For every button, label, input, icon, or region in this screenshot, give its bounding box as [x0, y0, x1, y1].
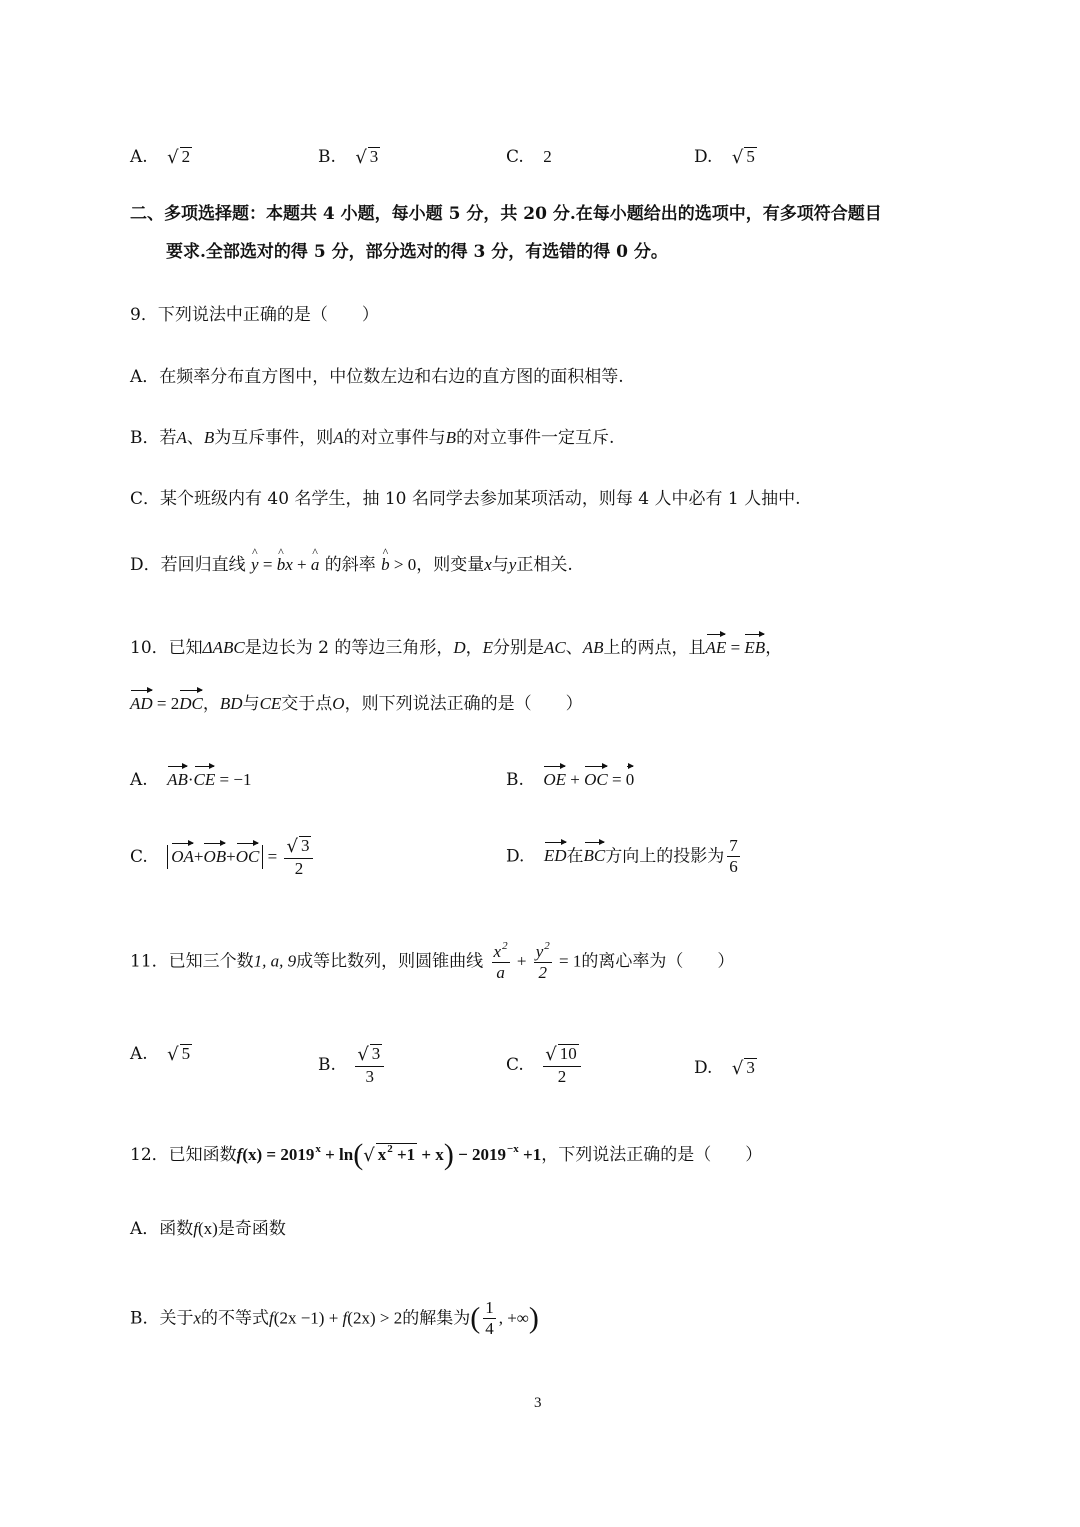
section-heading-line2: 要求.全部选对的得 5 分，部分选对的得 3 分，有选错的得 0 分。: [166, 242, 668, 262]
q12-stem: 12．已知函数$f(x) = 2019^x + \ln(√$ $x^2 +1 + x) - 2019^{-x} +1$，下列说法正确的是（ ）: [130, 1138, 763, 1171]
q10-stem-line2: AD = 2DC，BD与CE交于点O，则下列说法正确的是（ ）: [130, 686, 583, 713]
q11-option-d: D. √ 3: [694, 1058, 755, 1079]
q8-option-c: C. 2: [506, 147, 552, 167]
q11-stem: 11．已知三个数1, a, 9成等比数列，则圆锥曲线 $\frac{x^2}{a}$ + $\frac{y^2}{2}$ = 1的离心率为（ ）: [130, 940, 735, 983]
q10-option-d: D. ED在BC方向上的投影为 $\frac{7}{6}$: [506, 836, 738, 877]
section-heading-line1: 二、多项选择题：本题共 4 小题，每小题 5 分，共 20 分.在每小题给出的选项中，有多项符合题目: [130, 204, 882, 224]
q10-option-a: A. AB·CE = −1: [130, 762, 251, 789]
q9-option-a: A．在频率分布直方图中，中位数左边和右边的直方图的面积相等.: [130, 367, 624, 387]
q8-option-a: A. √ 2: [130, 147, 191, 168]
q12-option-b: B．关于x的不等式f(2x −1) + f(2x) > 2的解集为( $\frac{1}{4}$ , +∞): [130, 1298, 539, 1339]
q10-stem-line1: 10．已知ΔABC是边长为 2 的等边三角形，D，E分别是AC、AB上的两点，且AE = EB，: [130, 630, 782, 657]
q10-option-c: C. OA+OB+OC = $\frac{√ 3}{2}$: [130, 836, 316, 879]
q11-option-c: C. $\frac{√ 10}{2}$: [506, 1044, 584, 1087]
q8-option-b: B. √ 3: [318, 147, 379, 168]
q11-option-a: A. √ 5: [130, 1044, 191, 1065]
q8-option-d: D. √ 5: [694, 147, 755, 168]
q9-option-d: D．若回归直线 ^ y = ^ bx + ^ a 的斜率 ^ b > 0，则变量x与y正相关.: [130, 556, 573, 574]
q11-option-b: B. $\frac{√ 3}{3}$: [318, 1044, 387, 1087]
q9-stem: 9．下列说法中正确的是（ ）: [130, 305, 379, 325]
q9-option-c: C．某个班级内有 40 名学生，抽 10 名同学去参加某项活动，则每 4 人中必有 1 人抽中.: [130, 489, 801, 509]
page-number: 3: [534, 1395, 542, 1411]
q12-option-a: A．函数f(x)是奇函数: [130, 1219, 286, 1239]
q10-option-b: B. OE + OC = 0: [506, 762, 634, 789]
q9-option-b: B．若A、B为互斥事件，则A的对立事件与B的对立事件一定互斥.: [130, 428, 615, 448]
